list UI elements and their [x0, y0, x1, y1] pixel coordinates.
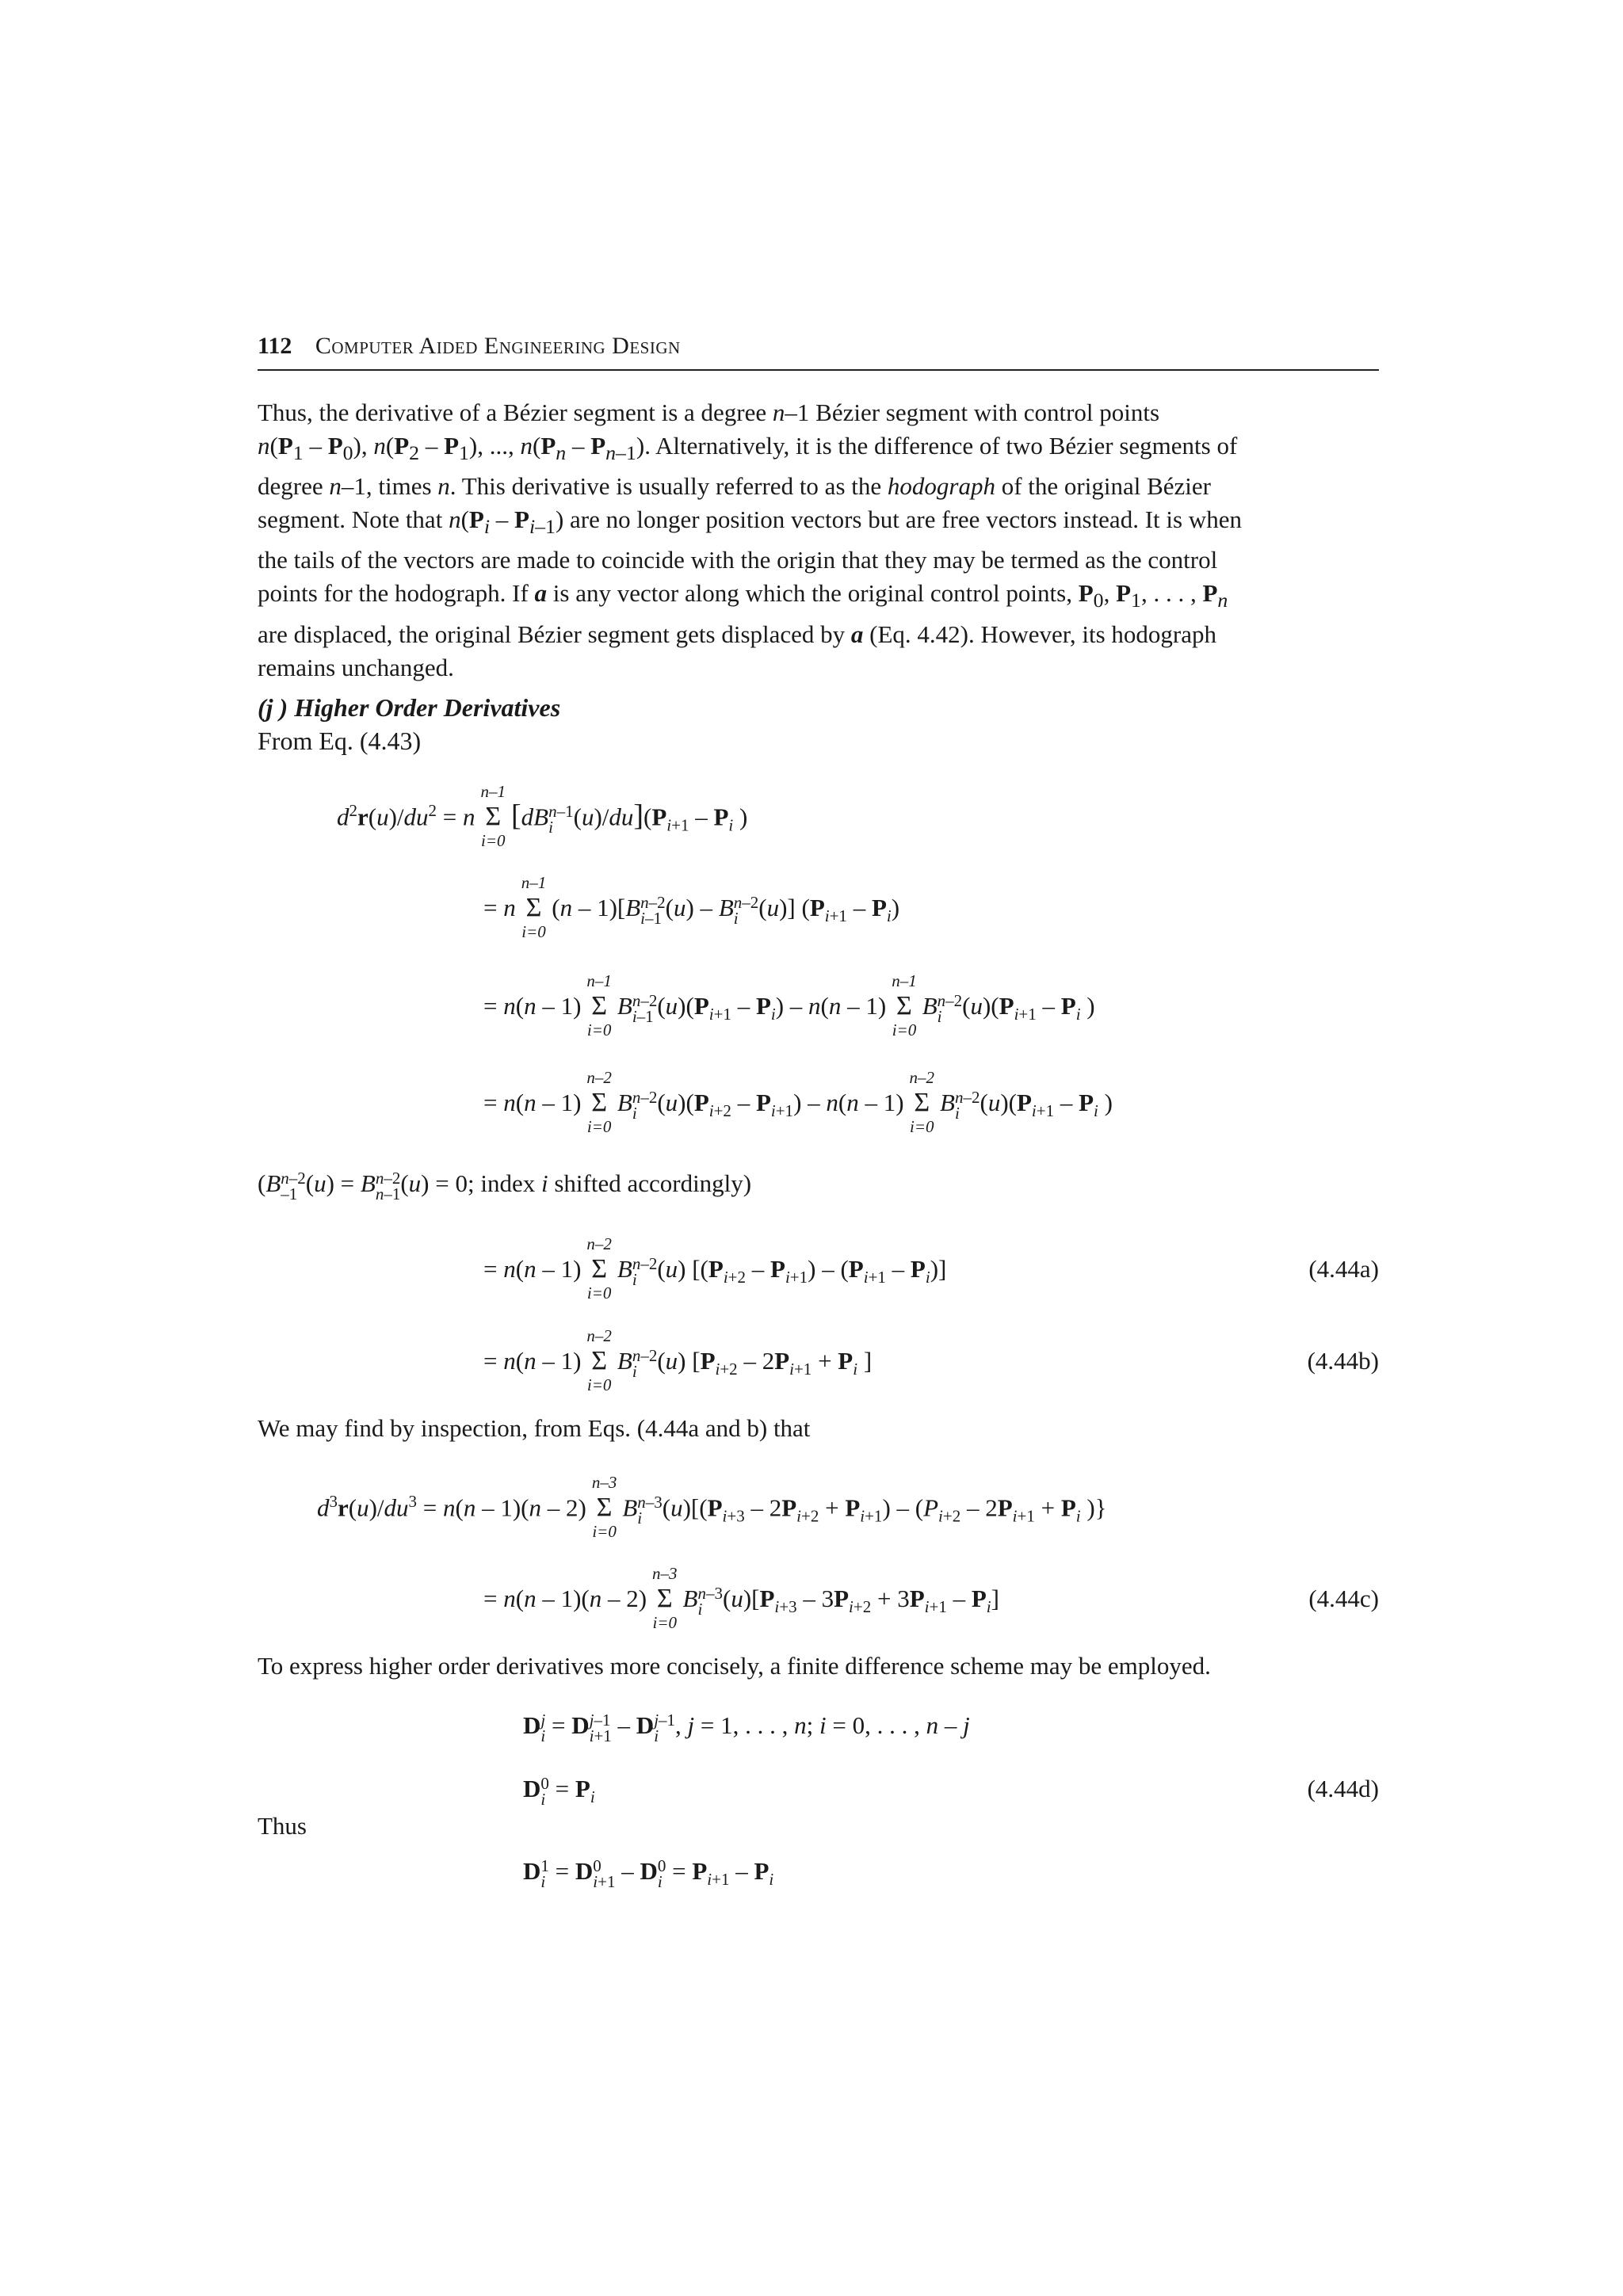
equation-4-44a: = n(n – 1) n–2 Σ i=0 B n–2 i (u) $[(P_{i+2} - P_{i+1}) - (P_{i+1} - P_i)]$ — [483, 1234, 947, 1302]
equation-first-difference: D 1 i = D 0 i+1 – D 0 i = $P_{i+1} - P_i$ — [523, 1855, 774, 1891]
equation-finite-difference-def: D j i = D j–1 i+1 – D j–1 i , j = 1, . . . , n; i = 0, . . . , n – j — [523, 1710, 970, 1745]
running-title: Computer Aided Engineering Design — [315, 333, 681, 359]
page — [258, 0, 1379, 2296]
thus-label: Thus — [258, 1812, 307, 1840]
intro-paragraph — [258, 396, 1379, 685]
page-number: 112 — [258, 333, 292, 359]
intro-line-2: $n(P_1 - P_0)$, $n(P_2 - P_1)$, ..., $n(P_n - P_{n-1})$. Alternatively, it is the difference of two Bézier segments of — [258, 432, 1238, 465]
section-title: Higher Order Derivatives — [294, 693, 561, 722]
intro-line-7: are displaced, the original Bézier segment gets displaced by a (Eq. 4.42). However, its hodograph — [258, 620, 1216, 648]
intro-line-5: the tails of the vectors are made to coincide with the origin that they may be termed as the control — [258, 546, 1218, 574]
finite-difference-sentence: To express higher order derivatives more concisely, a finite difference scheme may be employed. — [258, 1652, 1211, 1680]
equation-finite-difference-base: D 0 i = $P_i$ — [523, 1773, 595, 1809]
running-header — [258, 333, 1379, 371]
section-heading — [258, 691, 560, 757]
equation-second-derivative-line2: = n n–1 Σ i=0 (n – 1)[B n–2 i–1 (u) – B n–2 i (u)] $(P_{i+1} - P_i)$ — [483, 873, 900, 941]
index-shift-note: (B n–2 –1 (u) = B n–2 n–1 (u) = 0; index i shifted accordingly) — [258, 1168, 752, 1203]
section-from: From Eq. (4.43) — [258, 727, 422, 755]
equation-third-derivative-line1: $d^3r(u)/du^3 = n(n - 1)(n - 2)$ n–3 Σ i=0 B n–3 i $(u)[(P_{i+3} - 2P_{i+2} + P_{i+1}) - (P_{i+2} - 2P_{i+1} + P_i$ )} — [317, 1473, 1107, 1542]
equation-second-derivative-line1: $d^2r(u)/du^2 = n$ n–1 Σ i=0 [dB n–1 i $(u)/du](P_{i+1} - P_i$ ) — [337, 782, 748, 851]
intro-line-8: remains unchanged. — [258, 653, 454, 681]
equation-4-44c: = n(n – 1)(n – 2) n–3 Σ i=0 B n–3 i $(u)[P_{i+3} - 3P_{i+2} + 3P_{i+1} - P_i]$ — [483, 1564, 999, 1632]
equation-second-derivative-line3: = n(n – 1) n–1 Σ i=0 B n–2 i–1 $(u)(P_{i+1} - P_i) - n(n - 1)$ n–1 Σ i=0 B n–2 i $(u)(P_{i+1} - P_i$ ) — [483, 971, 1095, 1039]
equation-number-4-44c: (4.44c) — [1308, 1585, 1379, 1612]
equation-second-derivative-line4: = n(n – 1) n–2 Σ i=0 B n–2 i $(u)(P_{i+2} - P_{i+1}) - n(n - 1)$ n–2 Σ i=0 B n–2 i $(u)(P_{i+1} - P_i$ ) — [483, 1068, 1113, 1136]
inspection-sentence: We may find by inspection, from Eqs. (4.44a and b) that — [258, 1414, 811, 1442]
hodograph-term: hodograph — [887, 472, 995, 501]
equation-number-4-44b: (4.44b) — [1307, 1347, 1379, 1375]
intro-line-3: degree n–1, times n. This derivative is usually referred to as the hodograph of the original Bézier — [258, 472, 1211, 501]
equation-4-44b: = n(n – 1) n–2 Σ i=0 B n–2 i (u) [$P_{i+2} - 2P_{i+1} + P_i$ ] — [483, 1326, 873, 1394]
intro-line-6: points for the hodograph. If a is any vector along which the original control points, $P_0$, $P_1$, . . . , $P_n$ — [258, 579, 1228, 612]
intro-line-1: Thus, the derivative of a Bézier segment is a degree n–1 Bézier segment with control points — [258, 399, 1160, 426]
equation-number-4-44a: (4.44a) — [1308, 1255, 1379, 1283]
section-label: (j ) — [258, 693, 288, 722]
intro-line-4: segment. Note that $n(P_i - P_{i-1})$ are no longer position vectors but are free vectors instead. It is when — [258, 505, 1242, 539]
equation-number-4-44d: (4.44d) — [1307, 1775, 1379, 1802]
